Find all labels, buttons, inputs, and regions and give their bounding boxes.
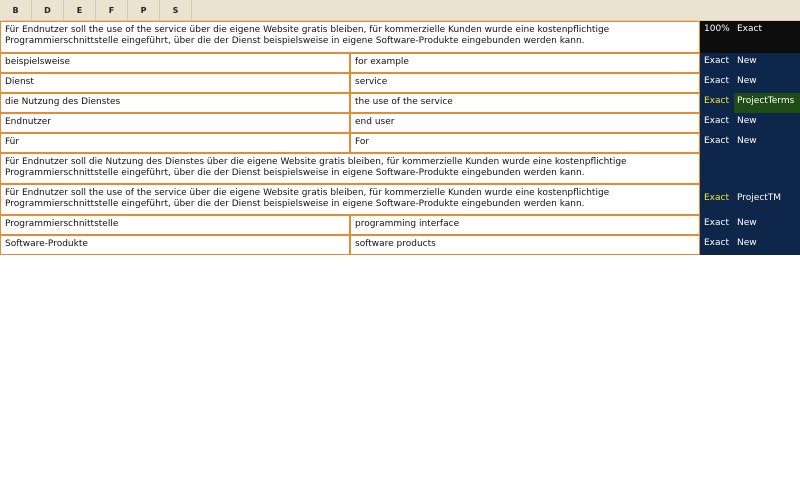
tab-f[interactable]: F [96, 0, 128, 20]
match-score: Exact [704, 116, 730, 126]
target-cell[interactable]: end user [350, 113, 700, 133]
target-cell[interactable]: for example [350, 53, 700, 73]
match-score: Exact [704, 76, 730, 86]
source-cell[interactable]: Für Endnutzer soll the use of the service über die eigene Website gratis bleiben, für kommerzielle Kunden wurde eine kostenpflichtige Programmierschnittstelle eingeführt, über die der Dienst beispielsweise in eigene Software-Produkte eingebunden werden kann. [0, 21, 700, 53]
match-type: New [737, 116, 757, 126]
toolbar [0, 0, 800, 21]
match-score: 100% [704, 24, 730, 34]
match-type: New [737, 76, 757, 86]
tab-d[interactable]: D [32, 0, 64, 20]
source-cell[interactable]: Für Endnutzer soll die Nutzung des Dienstes über die eigene Website gratis bleiben, für kommerzielle Kunden wurde eine kostenpflichtige Programmierschnittstelle eingeführt, über die der Dienst beispielsweise in eigene Software-Produkte eingebunden werden kann. [0, 153, 700, 184]
match-score: Exact [704, 136, 730, 146]
source-cell[interactable]: die Nutzung des Dienstes [0, 93, 350, 113]
segment-row[interactable] [0, 133, 800, 153]
source-cell[interactable]: Programmierschnittstelle [0, 215, 350, 235]
match-info [700, 184, 800, 215]
target-cell[interactable]: programming interface [350, 215, 700, 235]
source-cell[interactable]: beispielsweise [0, 53, 350, 73]
match-info [700, 53, 800, 73]
source-cell[interactable]: Software-Produkte [0, 235, 350, 255]
segment-row[interactable] [0, 113, 800, 133]
target-cell[interactable]: the use of the service [350, 93, 700, 113]
segment-row[interactable] [0, 53, 800, 73]
match-type: New [737, 238, 757, 248]
segment-row[interactable] [0, 153, 800, 184]
source-cell[interactable]: Dienst [0, 73, 350, 93]
match-score: Exact [704, 193, 730, 203]
segment-row[interactable] [0, 184, 800, 215]
segment-row[interactable] [0, 235, 800, 255]
source-cell[interactable]: Endnutzer [0, 113, 350, 133]
segment-row[interactable] [0, 73, 800, 93]
match-type: ProjectTM [737, 193, 782, 203]
segment-row[interactable] [0, 215, 800, 235]
match-info [700, 73, 800, 93]
tab-b[interactable]: B [0, 0, 32, 20]
match-type: New [737, 218, 757, 228]
segment-row[interactable] [0, 21, 800, 53]
source-cell[interactable]: Für Endnutzer soll the use of the service über die eigene Website gratis bleiben, für kommerzielle Kunden wurde eine kostenpflichtige Programmierschnittstelle eingeführt, über die der Dienst beispielsweise in eigene Software-Produkte eingebunden werden kann. [0, 184, 700, 215]
match-type: Exact [737, 24, 763, 34]
match-type: New [737, 56, 757, 66]
match-type: ProjectTerms [734, 93, 800, 113]
match-info [700, 133, 800, 153]
match-info [700, 21, 800, 53]
match-score: Exact [704, 238, 730, 248]
target-cell[interactable]: For [350, 133, 700, 153]
tab-p[interactable]: P [128, 0, 160, 20]
match-info [700, 153, 800, 184]
tab-e[interactable]: E [64, 0, 96, 20]
tab-s[interactable]: S [160, 0, 192, 20]
match-score: Exact [704, 218, 730, 228]
match-info [700, 215, 800, 235]
segment-row[interactable] [0, 93, 800, 113]
match-info [700, 235, 800, 255]
match-score: Exact [704, 96, 730, 106]
target-cell[interactable]: software products [350, 235, 700, 255]
match-type: New [737, 136, 757, 146]
match-score: Exact [704, 56, 730, 66]
match-info [700, 113, 800, 133]
source-cell[interactable]: Für [0, 133, 350, 153]
match-info [700, 93, 800, 113]
target-cell[interactable]: service [350, 73, 700, 93]
